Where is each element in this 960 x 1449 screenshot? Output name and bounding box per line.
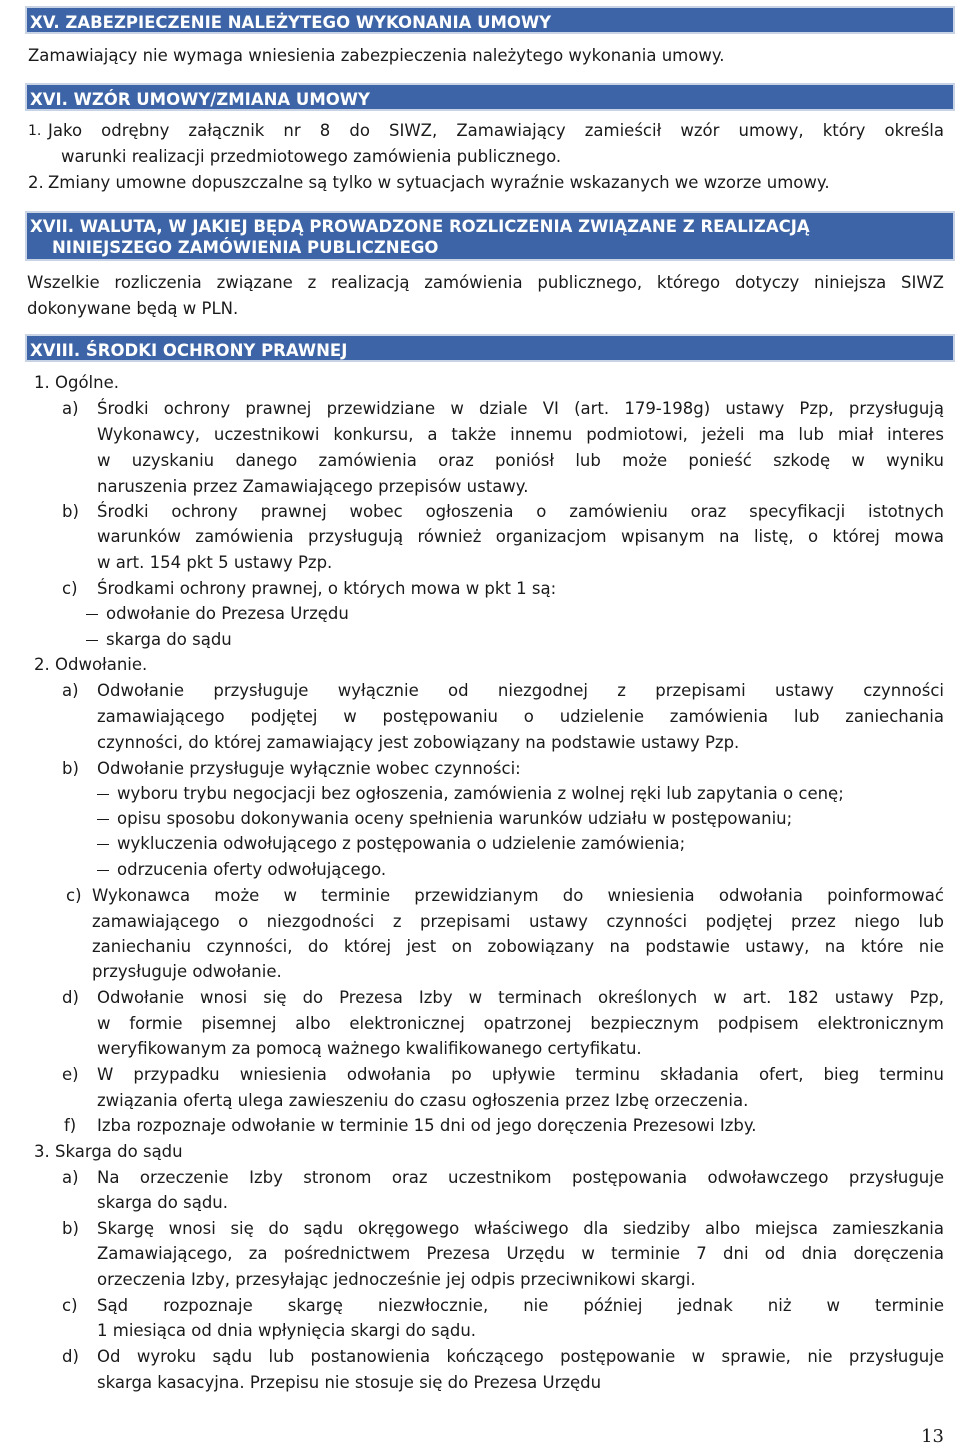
paragraph-line: Wykonawcy, uczestnikowi konkursu, a także innemu podmiotowi, jeżeli ma lub miał interes: [97, 425, 944, 444]
item-marker: c): [62, 579, 78, 598]
item-marker: d): [62, 988, 79, 1007]
section-heading-xvi: [25, 83, 955, 111]
subsection-title: 2. Odwołanie.: [34, 655, 148, 674]
dash-item: [97, 857, 386, 883]
section-heading-xviii-text: XVIII. ŚRODKI OCHRONY PRAWNEJ: [30, 341, 348, 360]
list-number: 2.: [28, 173, 44, 192]
paragraph-line: zaniechaniu czynności, do której jest on zobowiązany na podstawie ustawy, na które nie: [92, 937, 944, 956]
dash-item-text: wyboru trybu negocjacji bez ogłoszenia, zamówienia z wolnej ręki lub zapytania o cenę;: [117, 784, 844, 803]
paragraph-line: przysługuje odwołanie.: [92, 962, 282, 981]
dash-item-text: wykluczenia odwołującego z postępowania o udzielenie zamówienia;: [117, 834, 686, 853]
dash-item: [97, 831, 685, 857]
dash-item-text: opisu sposobu dokonywania oceny spełnienia warunków udziału w postępowaniu;: [117, 809, 793, 828]
paragraph-line: czynności, do której zamawiający jest zobowiązany na podstawie ustawy Pzp.: [97, 733, 740, 752]
section-heading-xvii-line1: XVII. WALUTA, W JAKIEJ BĘDĄ PROWADZONE ROZLICZENIA ZWIĄZANE Z REALIZACJĄ: [30, 217, 810, 236]
subsection-title: 3. Skarga do sądu: [34, 1142, 183, 1161]
section-heading-xvi-text: XVI. WZÓR UMOWY/ZMIANA UMOWY: [30, 90, 370, 109]
dash-item-text: odwołanie do Prezesa Urzędu: [106, 604, 349, 623]
section-heading-xv: [25, 6, 955, 34]
dash-icon: [86, 614, 98, 615]
dash-item-text: odrzucenia oferty odwołującego.: [117, 860, 387, 879]
item-marker: d): [62, 1347, 79, 1366]
paragraph-line: Na orzeczenie Izby stronom oraz uczestnikom postępowania odwoławczego przysługuje: [97, 1168, 944, 1187]
dash-icon: [97, 794, 109, 795]
dash-item: [97, 781, 844, 807]
dash-item-text: skarga do sądu: [106, 630, 232, 649]
dash-item: [86, 627, 232, 653]
paragraph-line: zamawiającego podjętej w postępowaniu o udzielenie zamówienia lub zaniechania: [97, 707, 944, 726]
item-marker: b): [62, 502, 79, 521]
subsection-title: 1. Ogólne.: [34, 373, 119, 392]
paragraph-line: Od wyroku sądu lub postanowienia kończącego postępowanie w sprawie, nie przysługuje: [97, 1347, 944, 1366]
paragraph-line: dokonywane będą w PLN.: [27, 299, 239, 318]
dash-item: [97, 806, 792, 832]
section-heading-xv-text: XV. ZABEZPIECZENIE NALEŻYTEGO WYKONANIA UMOWY: [30, 13, 552, 32]
list-item-text: warunki realizacji przedmiotowego zamówienia publicznego.: [61, 147, 562, 166]
page-number: 13: [921, 1426, 944, 1447]
paragraph-line: Odwołanie przysługuje wyłącznie od niezgodnej z przepisami ustawy czynności: [97, 681, 944, 700]
paragraph-line: w art. 154 pkt 5 ustawy Pzp.: [97, 553, 333, 572]
paragraph-line: skarga do sądu.: [97, 1193, 228, 1212]
paragraph-line: związania ofertą ulega zawieszeniu do czasu ogłoszenia przez Izbę orzeczenia.: [97, 1091, 749, 1110]
paragraph-line: W przypadku wniesienia odwołania po upływie terminu składania ofert, bieg terminu: [97, 1065, 944, 1084]
section-heading-xvii-line2: NINIEJSZEGO ZAMÓWIENIA PUBLICZNEGO: [52, 238, 439, 257]
paragraph-line: w formie pisemnej albo elektronicznej opatrzonej bezpiecznym podpisem elektronicznym: [97, 1014, 944, 1033]
paragraph-line: weryfikowanym za pomocą ważnego kwalifikowanego certyfikatu.: [97, 1039, 642, 1058]
dash-item: [86, 601, 349, 627]
dash-icon: [97, 819, 109, 820]
paragraph-line: 1 miesiąca od dnia wpłynięcia skargi do sądu.: [97, 1321, 477, 1340]
section-heading-xvii: [25, 211, 955, 261]
paragraph-line: Odwołanie przysługuje wyłącznie wobec czynności:: [97, 759, 521, 778]
item-marker: e): [62, 1065, 79, 1084]
item-marker: f): [64, 1116, 77, 1135]
paragraph-line: orzeczenia Izby, przesyłając jednocześnie jej odpis przeciwnikowi skargi.: [97, 1270, 696, 1289]
paragraph-line: Odwołanie wnosi się do Prezesa Izby w terminach określonych w art. 182 ustawy Pzp,: [97, 988, 944, 1007]
item-marker: a): [62, 1168, 79, 1187]
item-marker: b): [62, 1219, 79, 1238]
paragraph-line: Środkami ochrony prawnej, o których mowa w pkt 1 są:: [97, 579, 557, 598]
paragraph-line: skarga kasacyjna. Przepisu nie stosuje się do Prezesa Urzędu: [97, 1373, 602, 1392]
item-marker: c): [62, 1296, 78, 1315]
section-xv-text: Zamawiający nie wymaga wniesienia zabezpieczenia należytego wykonania umowy.: [28, 46, 725, 65]
item-marker: c): [66, 886, 82, 905]
list-item-text: Jako odrębny załącznik nr 8 do SIWZ, Zamawiający zamieścił wzór umowy, który określa: [48, 121, 944, 140]
paragraph-line: warunków zamówienia przysługują również organizacjom wpisanym na listę, o której mowa: [97, 527, 944, 546]
paragraph-line: Izba rozpoznaje odwołanie w terminie 15 dni od jego doręczenia Prezesowi Izby.: [97, 1116, 757, 1135]
paragraph-line: zamawiającego o niezgodności z przepisami ustawy czynności podjętej przez niego lub: [92, 912, 944, 931]
dash-icon: [86, 640, 98, 641]
item-marker: a): [62, 681, 79, 700]
dash-icon: [97, 870, 109, 871]
list-number: 1.: [28, 123, 42, 139]
paragraph-line: Środki ochrony prawnej wobec ogłoszenia o zamówieniu oraz specyfikacji istotnych: [97, 502, 944, 521]
paragraph-line: Środki ochrony prawnej przewidziane w dziale VI (art. 179-198g) ustawy Pzp, przysługują: [97, 399, 944, 418]
paragraph-line: Zamawiającego, za pośrednictwem Prezesa Urzędu w terminie 7 dni od dnia doręczenia: [97, 1244, 944, 1263]
paragraph-line: Wszelkie rozliczenia związane z realizacją zamówienia publicznego, którego dotyczy niniejsza SIWZ: [27, 273, 944, 292]
paragraph-line: Skargę wnosi się do sądu okręgowego właściwego dla siedziby albo miejsca zamieszkania: [97, 1219, 944, 1238]
item-marker: a): [62, 399, 79, 418]
item-marker: b): [62, 759, 79, 778]
dash-icon: [97, 844, 109, 845]
paragraph-line: naruszenia przez Zamawiającego przepisów ustawy.: [97, 477, 529, 496]
paragraph-line: Wykonawca może w terminie przewidzianym do wniesienia odwołania poinformować: [92, 886, 944, 905]
list-item-text: Zmiany umowne dopuszczalne są tylko w sytuacjach wyraźnie wskazanych we wzorze umowy.: [48, 173, 830, 192]
paragraph-line: Sąd rozpoznaje skargę niezwłocznie, nie później jednak niż w terminie: [97, 1296, 944, 1315]
paragraph-line: w uzyskaniu danego zamówienia oraz poniósł lub może ponieść szkodę w wyniku: [97, 451, 944, 470]
section-heading-xviii: [25, 334, 955, 362]
